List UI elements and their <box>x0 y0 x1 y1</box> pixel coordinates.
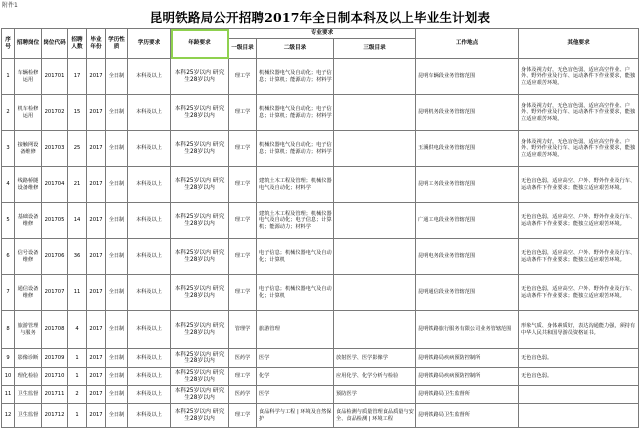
row-count[interactable]: 17 <box>68 59 87 95</box>
attachment-label: 附件1 <box>2 2 18 9</box>
row-major-level1[interactable]: 理工学 <box>229 95 257 131</box>
header-count: 招聘人数 <box>68 29 87 59</box>
row-education[interactable]: 本科及以上 <box>128 59 171 95</box>
row-education[interactable]: 本科及以上 <box>128 239 171 275</box>
row-form[interactable]: 全日制 <box>106 311 128 349</box>
row-count[interactable]: 21 <box>68 167 87 203</box>
row-location[interactable]: 昆明工务段业务管辖范围 <box>416 167 519 203</box>
row-major-level1[interactable]: 理工学 <box>229 239 257 275</box>
row-post[interactable]: 车辆检修运用 <box>15 59 42 95</box>
row-major-level1[interactable]: 医药学 <box>229 349 257 368</box>
row-seq[interactable]: 5 <box>2 203 15 239</box>
row-major-level1[interactable]: 理工学 <box>229 275 257 311</box>
row-major-level2[interactable]: 化学 <box>257 368 334 386</box>
row-count[interactable]: 4 <box>68 311 87 349</box>
row-major-level2[interactable]: 电子信息；机械仪器电气及自动化；计算机 <box>257 239 334 275</box>
row-year[interactable]: 2017 <box>87 167 106 203</box>
row-age[interactable]: 本科25岁以内 研究生28岁以内 <box>171 404 229 428</box>
row-education[interactable]: 本科及以上 <box>128 311 171 349</box>
row-count[interactable]: 1 <box>68 368 87 386</box>
row-location[interactable]: 昆明铁路局卫生监督所 <box>416 386 519 404</box>
row-major-level1[interactable]: 理工学 <box>229 368 257 386</box>
table-row <box>2 131 639 167</box>
header-seq: 序号 <box>2 29 15 59</box>
table-row <box>2 203 639 239</box>
row-major-level3[interactable] <box>334 239 416 275</box>
row-major-level3[interactable] <box>334 167 416 203</box>
row-other[interactable] <box>519 386 639 404</box>
row-code[interactable]: 201704 <box>42 167 68 203</box>
row-seq[interactable]: 11 <box>2 386 15 404</box>
row-year[interactable]: 2017 <box>87 59 106 95</box>
row-major-level2[interactable]: 医学 <box>257 386 334 404</box>
row-form[interactable]: 全日制 <box>106 131 128 167</box>
document-title: 昆明铁路局公开招聘2017年全日制本科及以上毕业生计划表 <box>149 10 491 25</box>
row-location[interactable]: 昆明铁路局疾病预防控制所 <box>416 368 519 386</box>
row-form[interactable]: 全日制 <box>106 368 128 386</box>
row-code[interactable]: 201706 <box>42 239 68 275</box>
row-location[interactable]: 昆明铁路局卫生监督所 <box>416 404 519 428</box>
row-education[interactable]: 本科及以上 <box>128 368 171 386</box>
row-post[interactable]: 线路桥隧设备维修 <box>15 167 42 203</box>
row-code[interactable]: 201707 <box>42 275 68 311</box>
row-post[interactable]: 接触网设备维修 <box>15 131 42 167</box>
row-seq[interactable]: 3 <box>2 131 15 167</box>
row-count[interactable]: 14 <box>68 203 87 239</box>
row-age[interactable]: 本科25岁以内 研究生28岁以内 <box>171 167 229 203</box>
row-location[interactable]: 昆明铁路旅行服务有限公司业务管辖范围 <box>416 311 519 349</box>
row-major-level3[interactable] <box>334 203 416 239</box>
table-row <box>2 167 639 203</box>
row-other[interactable]: 身体及视力好，无色盲色弱，适应高空作业、户外、野外作业及行车、运动条件下作业要求，能独立适应艰苦环境。 <box>519 59 639 95</box>
row-major-level1[interactable]: 管理学 <box>229 311 257 349</box>
row-code[interactable]: 201710 <box>42 368 68 386</box>
header-form: 学历性质 <box>106 29 128 59</box>
row-other[interactable]: 无色盲色弱。 <box>519 368 639 386</box>
row-location[interactable]: 昆明铁路局疾病预防控制所 <box>416 349 519 368</box>
row-code[interactable]: 201708 <box>42 311 68 349</box>
row-seq[interactable]: 6 <box>2 239 15 275</box>
row-post[interactable]: 卫生监督 <box>15 404 42 428</box>
row-major-level3[interactable] <box>334 275 416 311</box>
row-major-level2[interactable]: 旅游管理 <box>257 311 334 349</box>
table-row <box>2 349 639 368</box>
row-post[interactable]: 旅游管理与服务 <box>15 311 42 349</box>
row-form[interactable]: 全日制 <box>106 239 128 275</box>
row-major-level1[interactable]: 医药学 <box>229 386 257 404</box>
row-location[interactable]: 昆明机务段业务管辖范围 <box>416 95 519 131</box>
row-age[interactable]: 本科25岁以内 研究生28岁以内 <box>171 239 229 275</box>
row-age[interactable]: 本科25岁以内 研究生28岁以内 <box>171 59 229 95</box>
row-age[interactable]: 本科25岁以内 研究生28岁以内 <box>171 311 229 349</box>
row-other[interactable]: 无色盲色弱，适应高空、户外、野外作业及行车、运动条件下作业要求；能独立适应艰苦环境。 <box>519 167 639 203</box>
header-education: 学历要求 <box>128 29 171 59</box>
row-seq[interactable]: 9 <box>2 349 15 368</box>
table-row <box>2 311 639 349</box>
row-count[interactable]: 2 <box>68 386 87 404</box>
row-age[interactable]: 本科25岁以内 研究生28岁以内 <box>171 131 229 167</box>
row-major-level1[interactable]: 理工学 <box>229 167 257 203</box>
row-seq[interactable]: 12 <box>2 404 15 428</box>
row-seq[interactable]: 8 <box>2 311 15 349</box>
row-major-level3[interactable]: 预防医学 <box>334 386 416 404</box>
row-major-level2[interactable]: 医学 <box>257 349 334 368</box>
row-form[interactable]: 全日制 <box>106 59 128 95</box>
row-other[interactable]: 身体及视力好，无色盲色弱，适应高空作业、户外、野外作业及行车、运动条件下作业要求，能独立适应艰苦环境。 <box>519 131 639 167</box>
header-level3: 三级目录 <box>334 39 416 59</box>
row-seq[interactable]: 7 <box>2 275 15 311</box>
header-code: 岗位代码 <box>42 29 68 59</box>
row-form[interactable]: 全日制 <box>106 404 128 428</box>
row-year[interactable]: 2017 <box>87 203 106 239</box>
row-education[interactable]: 本科及以上 <box>128 131 171 167</box>
row-major-level3[interactable] <box>334 59 416 95</box>
row-post[interactable]: 信号设备维修 <box>15 239 42 275</box>
row-year[interactable]: 2017 <box>87 311 106 349</box>
row-major-level1[interactable]: 理工学 <box>229 59 257 95</box>
row-form[interactable]: 全日制 <box>106 167 128 203</box>
row-seq[interactable]: 10 <box>2 368 15 386</box>
row-major-level1[interactable]: 理工学 <box>229 203 257 239</box>
row-age[interactable]: 本科25岁以内 研究生28岁以内 <box>171 368 229 386</box>
row-major-level2[interactable]: 电子信息；机械仪器电气及自动化；计算机 <box>257 275 334 311</box>
row-code[interactable]: 201701 <box>42 59 68 95</box>
row-other[interactable] <box>519 404 639 428</box>
row-other[interactable]: 无色盲色弱，适应高空、户外、野外作业及行车、运动条件下作业要求；能独立适应艰苦环境。 <box>519 275 639 311</box>
row-major-level2[interactable]: 机械仪器电气及自动化；电子信息；计算机；能源动力；材料学 <box>257 59 334 95</box>
row-education[interactable]: 本科及以上 <box>128 95 171 131</box>
row-education[interactable]: 本科及以上 <box>128 275 171 311</box>
row-major-level2[interactable]: 建筑土木工程及管理；机械仪器电气及自动化；电子信息；计算机；能源动力；材料学 <box>257 203 334 239</box>
row-age[interactable]: 本科25岁以内 研究生28岁以内 <box>171 95 229 131</box>
row-education[interactable]: 本科及以上 <box>128 386 171 404</box>
row-age[interactable]: 本科25岁以内 研究生28岁以内 <box>171 349 229 368</box>
row-major-level3[interactable]: 食品检测与质量管理食品质量与安全、食品检测 | 环境工程 <box>334 404 416 428</box>
row-education[interactable]: 本科及以上 <box>128 203 171 239</box>
row-post[interactable]: 机车检修运用 <box>15 95 42 131</box>
row-other[interactable]: 无色盲色弱。 <box>519 349 639 368</box>
recruitment-table <box>1 28 639 428</box>
row-form[interactable]: 全日制 <box>106 95 128 131</box>
row-count[interactable]: 1 <box>68 404 87 428</box>
header-age-selected[interactable]: 年龄要求 <box>171 29 229 59</box>
row-age[interactable]: 本科25岁以内 研究生28岁以内 <box>171 275 229 311</box>
row-year[interactable]: 2017 <box>87 386 106 404</box>
header-major-group: 专业要求 <box>229 29 416 39</box>
row-code[interactable]: 201703 <box>42 131 68 167</box>
row-year[interactable]: 2017 <box>87 349 106 368</box>
row-count[interactable]: 1 <box>68 349 87 368</box>
row-location[interactable]: 昆明通信段业务管辖范围 <box>416 275 519 311</box>
row-seq[interactable]: 2 <box>2 95 15 131</box>
row-code[interactable]: 201702 <box>42 95 68 131</box>
row-location[interactable]: 昆明车辆段业务管辖范围 <box>416 59 519 95</box>
row-other[interactable]: 无色盲色弱，适应高空、户外、野外作业及行车、运动条件下作业要求；能独立适应艰苦环境。 <box>519 239 639 275</box>
row-education[interactable]: 本科及以上 <box>128 167 171 203</box>
row-major-level3[interactable] <box>334 95 416 131</box>
table-row <box>2 404 639 428</box>
row-count[interactable]: 25 <box>68 131 87 167</box>
row-post[interactable]: 影像诊断 <box>15 349 42 368</box>
row-post[interactable]: 基础设备维修 <box>15 203 42 239</box>
header-location: 工作地点 <box>416 29 519 59</box>
row-seq[interactable]: 4 <box>2 167 15 203</box>
row-location[interactable]: 昆明电务段业务管辖范围 <box>416 239 519 275</box>
row-major-level2[interactable]: 机械仪器电气及自动化；电子信息；计算机；能源动力；材料学 <box>257 131 334 167</box>
row-post[interactable]: 通信设备维修 <box>15 275 42 311</box>
row-other[interactable]: 身体及视力好，无色盲色弱，适应高空作业、户外、野外作业及行车、运动条件下作业要求，能独立适应艰苦环境。 <box>519 95 639 131</box>
header-post: 招聘岗位 <box>15 29 42 59</box>
row-seq[interactable]: 1 <box>2 59 15 95</box>
row-major-level3[interactable]: 应用化学、化学分析与检验 <box>334 368 416 386</box>
row-major-level2[interactable]: 食品科学与工程 | 环境及自然保护 <box>257 404 334 428</box>
row-major-level3[interactable]: 放射医学、医学影像学 <box>334 349 416 368</box>
row-other[interactable]: 形象气质、身体素质好，表达沟通能力强，须持有中华人民共和国导游员资格证书。 <box>519 311 639 349</box>
row-year[interactable]: 2017 <box>87 239 106 275</box>
header-level1: 一级目录 <box>229 39 257 59</box>
table-row <box>2 368 639 386</box>
row-other[interactable]: 无色盲色弱，适应高空、户外、野外作业及行车、运动条件下作业要求；能独立适应艰苦环境。 <box>519 203 639 239</box>
table-row <box>2 59 639 95</box>
row-form[interactable]: 全日制 <box>106 275 128 311</box>
row-year[interactable]: 2017 <box>87 404 106 428</box>
row-location[interactable]: 玉溪供电段业务管辖范围 <box>416 131 519 167</box>
row-form[interactable]: 全日制 <box>106 203 128 239</box>
row-major-level3[interactable] <box>334 311 416 349</box>
table-row <box>2 239 639 275</box>
row-form[interactable]: 全日制 <box>106 386 128 404</box>
row-major-level1[interactable]: 理工学 <box>229 131 257 167</box>
row-education[interactable]: 本科及以上 <box>128 349 171 368</box>
row-major-level2[interactable]: 建筑土木工程及管理；机械仪器电气及自动化；材料学 <box>257 167 334 203</box>
row-year[interactable]: 2017 <box>87 275 106 311</box>
header-level2: 二级目录 <box>257 39 334 59</box>
table-row <box>2 95 639 131</box>
row-code[interactable]: 201711 <box>42 386 68 404</box>
row-education[interactable]: 本科及以上 <box>128 404 171 428</box>
header-year: 毕业年份 <box>87 29 106 59</box>
row-year[interactable]: 2017 <box>87 368 106 386</box>
row-count[interactable]: 36 <box>68 239 87 275</box>
row-year[interactable]: 2017 <box>87 131 106 167</box>
row-post[interactable]: 卫生监督 <box>15 386 42 404</box>
row-year[interactable]: 2017 <box>87 95 106 131</box>
row-form[interactable]: 全日制 <box>106 349 128 368</box>
row-age[interactable]: 本科25岁以内 研究生28岁以内 <box>171 203 229 239</box>
table-row <box>2 386 639 404</box>
row-code[interactable]: 201712 <box>42 404 68 428</box>
row-major-level3[interactable] <box>334 131 416 167</box>
table-row <box>2 275 639 311</box>
row-count[interactable]: 11 <box>68 275 87 311</box>
row-post[interactable]: 理化检验 <box>15 368 42 386</box>
row-major-level1[interactable]: 理工学 <box>229 404 257 428</box>
row-age[interactable]: 本科25岁以内 研究生28岁以内 <box>171 386 229 404</box>
row-major-level2[interactable]: 机械仪器电气及自动化；电子信息；计算机；能源动力；材料学 <box>257 95 334 131</box>
row-count[interactable]: 15 <box>68 95 87 131</box>
row-code[interactable]: 201709 <box>42 349 68 368</box>
row-code[interactable]: 201705 <box>42 203 68 239</box>
header-other: 其他要求 <box>519 29 639 59</box>
row-location[interactable]: 广通工电段业务管辖范围 <box>416 203 519 239</box>
